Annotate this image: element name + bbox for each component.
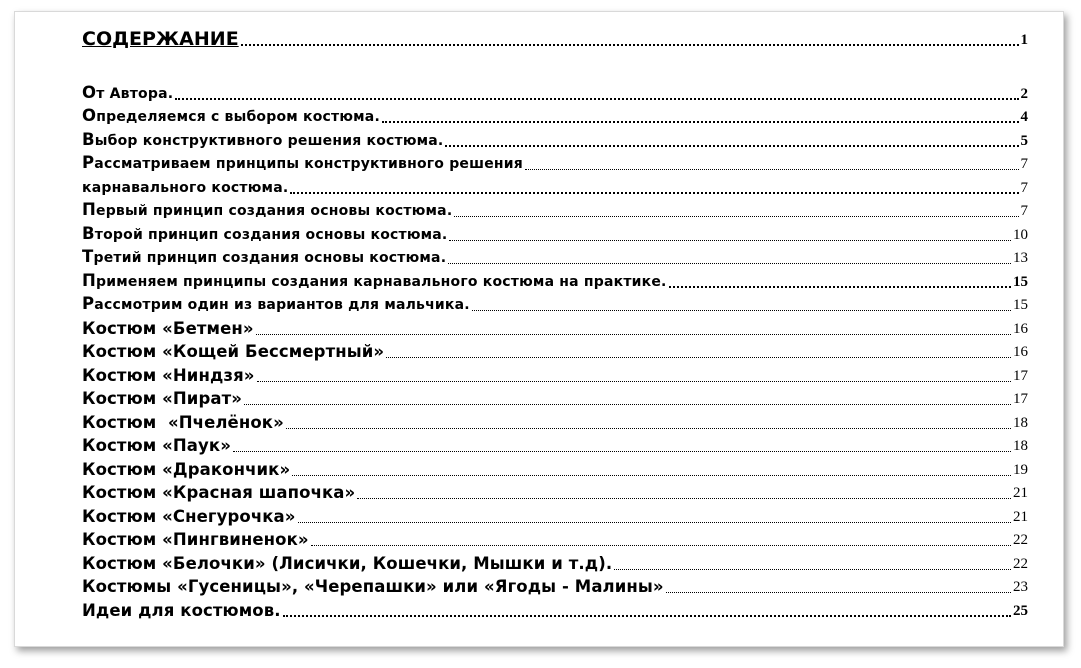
toc-entry[interactable] xyxy=(82,268,1028,292)
page-number: 21 xyxy=(1013,508,1028,525)
dot-leader xyxy=(525,169,1019,170)
dot-leader xyxy=(614,569,1011,570)
page-number: 15 xyxy=(1013,297,1028,313)
page-number: 7 xyxy=(1020,179,1028,196)
toc-entry-title: Костюм «Пингвиненок» xyxy=(82,530,309,549)
toc-entry-title: Рассматриваем принципы конструктивного решения xyxy=(82,153,523,172)
dot-leader xyxy=(244,404,1011,405)
dot-leader xyxy=(241,44,1019,46)
toc-entry-title: Костюм «Белочки» (Лисички, Кошечки, Мышки и т.д). xyxy=(82,553,613,573)
dot-leader xyxy=(286,428,1011,429)
page-number: 18 xyxy=(1013,414,1028,431)
toc-entry[interactable] xyxy=(82,386,1028,410)
toc-entry-title: Костюм «Пчелёнок» xyxy=(82,412,284,432)
toc-entry[interactable] xyxy=(82,433,1028,457)
toc-entry[interactable] xyxy=(82,409,1028,433)
dot-leader xyxy=(382,121,1019,123)
toc-entry-title: Костюм «Бетмен» xyxy=(82,318,254,338)
page-number: 15 xyxy=(1013,273,1028,290)
page-number: 21 xyxy=(1013,485,1028,501)
dot-leader xyxy=(257,381,1011,382)
dot-leader xyxy=(233,451,1011,452)
toc-entry[interactable] xyxy=(82,574,1028,598)
toc-entry-title: Костюм «Снегурочка» xyxy=(82,506,296,526)
toc-entry[interactable] xyxy=(82,456,1028,480)
toc-entry[interactable] xyxy=(82,480,1028,504)
page-number: 10 xyxy=(1013,226,1028,243)
page-number: 25 xyxy=(1013,602,1028,619)
toc-entry-title: Третий принцип создания основы костюма. xyxy=(82,247,447,266)
toc-entry-title: Костюм «Ниндзя» xyxy=(82,365,255,385)
toc-entry-title: Костюм «Пират» xyxy=(82,389,243,408)
toc-entry[interactable] xyxy=(82,315,1028,339)
page-number: 17 xyxy=(1013,391,1028,407)
page-number: 22 xyxy=(1013,555,1028,572)
toc-entry[interactable] xyxy=(82,362,1028,386)
dot-leader xyxy=(449,240,1011,241)
toc-entry[interactable] xyxy=(82,198,1028,222)
toc-entry[interactable] xyxy=(82,127,1028,151)
page-number: 7 xyxy=(1020,156,1028,172)
toc-entry-title: карнавального костюма. xyxy=(82,179,289,196)
dot-leader xyxy=(472,310,1011,311)
toc-entry[interactable] xyxy=(82,151,1028,175)
toc-entry-title: Костюмы «Гусеницы», «Черепашки» или «Ягоды - Малины» xyxy=(82,577,664,596)
dot-leader xyxy=(283,615,1011,617)
toc-entry-title: Определяемся с выбором костюма. xyxy=(82,106,380,125)
toc-entry[interactable] xyxy=(82,550,1028,574)
toc-entry-title: Идеи для костюмов. xyxy=(82,600,281,620)
page-number: 23 xyxy=(1013,579,1028,595)
dot-leader xyxy=(666,592,1011,593)
toc-entry[interactable] xyxy=(82,339,1028,363)
toc-entry[interactable] xyxy=(82,104,1028,128)
dot-leader xyxy=(448,263,1011,264)
dot-leader xyxy=(256,334,1011,335)
toc-entry[interactable] xyxy=(82,80,1028,104)
page-number: 16 xyxy=(1013,320,1028,337)
toc-entry[interactable] xyxy=(82,221,1028,245)
dot-leader xyxy=(357,498,1011,499)
toc-entry[interactable] xyxy=(82,292,1028,316)
page-number: 22 xyxy=(1013,532,1028,548)
toc-entry-title: Выбор конструктивного решения костюма. xyxy=(82,129,444,149)
dot-leader xyxy=(386,357,1011,358)
toc-entry-title: Костюм «Паук» xyxy=(82,436,231,455)
page-number: 13 xyxy=(1013,250,1028,266)
document-page xyxy=(14,11,1064,647)
toc-entry[interactable] xyxy=(82,597,1028,621)
dot-leader xyxy=(175,98,1018,100)
page-number: 7 xyxy=(1020,203,1028,219)
page-number: 18 xyxy=(1013,438,1028,454)
page-number: 1 xyxy=(1020,32,1028,48)
dot-leader xyxy=(454,216,1018,217)
toc-entry-title: От Автора. xyxy=(82,82,174,102)
page-number: 19 xyxy=(1013,461,1028,478)
dot-leader xyxy=(669,286,1011,288)
dot-leader xyxy=(298,522,1011,523)
toc-entry[interactable] xyxy=(82,527,1028,551)
toc-entry-title: Костюм «Дракончик» xyxy=(82,459,291,479)
toc-entry[interactable] xyxy=(82,174,1028,198)
page-number: 16 xyxy=(1013,344,1028,360)
toc-entry[interactable] xyxy=(82,245,1028,269)
toc-entry-title: Костюм «Кощей Бессмертный» xyxy=(82,342,385,361)
dot-leader xyxy=(290,192,1018,194)
toc-entry[interactable] xyxy=(82,503,1028,527)
page-number: 2 xyxy=(1020,85,1028,102)
toc-entry-title: Костюм «Красная шапочка» xyxy=(82,483,356,502)
toc-heading: СОДЕРЖАНИЕ xyxy=(82,28,239,50)
dot-leader xyxy=(311,545,1011,546)
toc-entry-title: Рассмотрим один из вариантов для мальчика. xyxy=(82,294,470,313)
table-of-contents xyxy=(82,18,1028,621)
page-number: 5 xyxy=(1020,132,1028,149)
toc-entry-title: Второй принцип создания основы костюма. xyxy=(82,223,448,243)
page-number: 17 xyxy=(1013,367,1028,384)
toc-entry-title: Применяем принципы создания карнавального костюма на практике. xyxy=(82,270,667,290)
dot-leader xyxy=(292,475,1011,476)
page-number: 4 xyxy=(1020,109,1028,125)
dot-leader xyxy=(445,145,1018,147)
toc-heading-row xyxy=(82,18,1028,50)
toc-entry-title: Первый принцип создания основы костюма. xyxy=(82,200,453,219)
